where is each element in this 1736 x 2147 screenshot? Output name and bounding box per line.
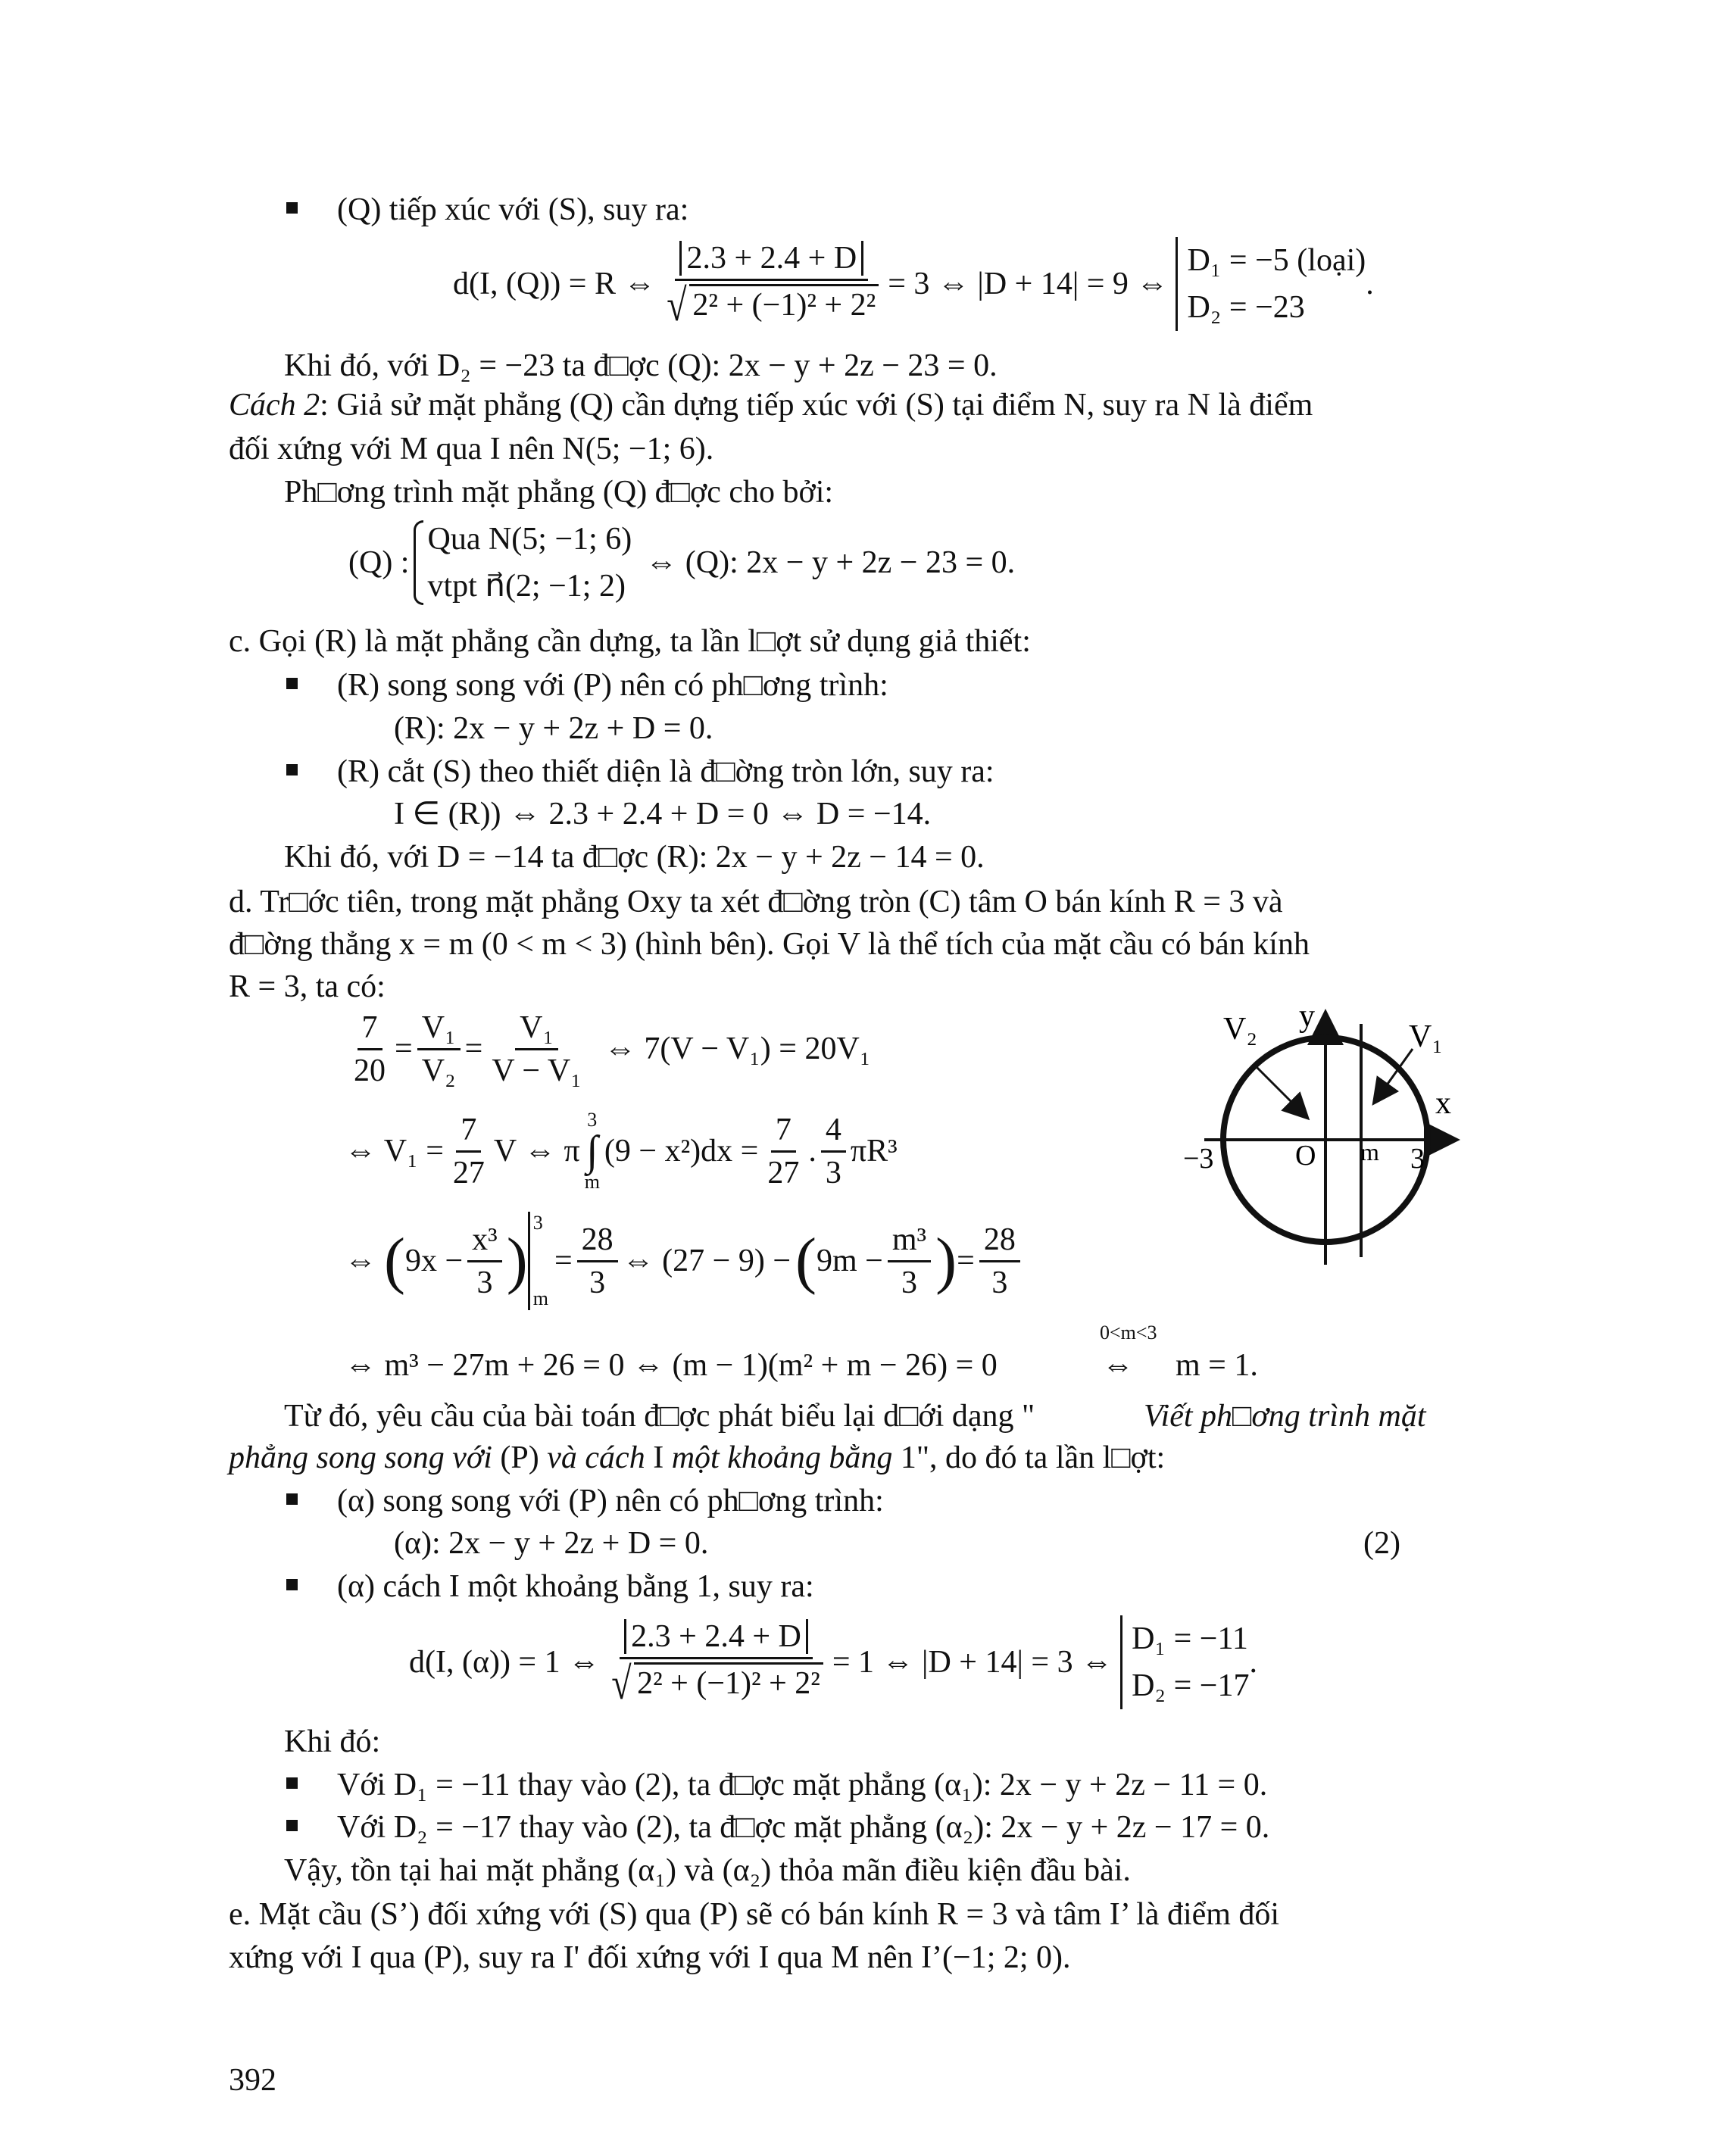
eq-denominator: 2² + (−1)² + 2² (634, 1662, 823, 1705)
frac-num: x³ (467, 1222, 502, 1262)
italic-run: phẳng song song với (229, 1440, 492, 1475)
text-line: c. Gọi (R) là mặt phẳng cần dựng, ta lần l□ợt sử dụng giả thiết: (229, 624, 1031, 659)
label-pos3: 3 (1410, 1143, 1425, 1175)
frac-den: 3 (825, 1155, 841, 1191)
text-line: Từ đó, yêu cầu của bài toán đ□ợc phát biểu lại d□ới dạng " (284, 1399, 1035, 1434)
eq-rhs: = 1 ⇔ |D + 14| = 3 ⇔ (832, 1645, 1113, 1680)
text-line: (R): 2x − y + 2z + D = 0. (394, 711, 713, 746)
text-line-italic: Viết ph□ơng trình mặt (1144, 1399, 1426, 1434)
eq-part: ⇔ (345, 1244, 376, 1278)
frac-den: 27 (452, 1155, 485, 1191)
frac-num: 28 (577, 1222, 618, 1262)
text-line: (R) cắt (S) theo thiết diện là đ□ờng tròn lớn, suy ra: (337, 754, 994, 789)
text-line: Ph□ơng trình mặt phẳng (Q) đ□ợc cho bởi: (284, 475, 834, 510)
eval-lower: m (532, 1287, 548, 1309)
frac-num: m³ (888, 1222, 931, 1262)
eq-part: V ⇔ π (493, 1134, 580, 1169)
integral-upper: 3 (587, 1109, 598, 1131)
cach2-text: : Giả sử mặt phẳng (Q) cần dựng tiếp xúc với (S) tại điểm N, suy ra N là điểm (320, 388, 1313, 423)
sys-row-1: Qua N(5; −1; 6) (427, 521, 632, 557)
brace (414, 516, 632, 610)
text-line: Khi đó: (284, 1724, 381, 1759)
bullet-icon (286, 1777, 298, 1789)
frac-num: 7 (358, 1010, 382, 1050)
eq-sign: = (395, 1031, 413, 1066)
eq-part: (9 − x²)dx = (604, 1134, 759, 1169)
cond-arrow: ⇔ (1102, 1348, 1134, 1383)
eval-bar (528, 1212, 548, 1310)
equation-integral (345, 1102, 898, 1200)
frac-den: V₂ (421, 1053, 456, 1088)
sys-lhs: (Q) : (348, 545, 410, 580)
text-line: Khi đó, với D₂ = −23 ta đ□ợc (Q): 2x − y + 2z − 23 = 0. (284, 348, 998, 383)
label-v1: V₁ (1409, 1019, 1443, 1054)
equation-cubic: ⇔ m³ − 27m + 26 = 0 ⇔ (m − 1)(m² + m − 26) = 0 (345, 1348, 998, 1383)
eq-end: . (1366, 267, 1374, 301)
case-1: D₁ = −5 (loại) (1187, 243, 1366, 278)
integral-sign: 3 ∫ m (584, 1109, 600, 1193)
eq-end: . (1249, 1645, 1257, 1680)
case-2: D₂ = −23 (1187, 290, 1305, 325)
equation-antiderivative: ⇔ ( 9x − $\frac{\text{x³}}{3}$ ) 3 m = $\frac{28}{3}$ ⇔ (27 − 9) − ( 9m − $\frac{\text{m³}}{3}$ ) = $\frac{28}{3}$ (345, 1204, 1025, 1318)
text-line: d. Tr□ớc tiên, trong mặt phẳng Oxy ta xét đ□ờng tròn (C) tâm O bán kính R = 3 và (229, 885, 1283, 919)
eq-part: . (808, 1134, 816, 1169)
case-bracket (1176, 237, 1366, 331)
frac-den: 27 (767, 1155, 800, 1191)
fraction: 2.3 + 2.4 + D √ 2² + (−1)² + 2² (660, 241, 883, 328)
text-line: (R) song song với (P) nên có ph□ơng trình: (337, 668, 888, 703)
text-line: e. Mặt cầu (S’) đối xứng với (S) qua (P) sẽ có bán kính R = 3 và tâm I’ là điểm đối (229, 1897, 1280, 1932)
italic-run: và cách (547, 1440, 645, 1475)
text-line: (α) cách I một khoảng bằng 1, suy ra: (337, 1569, 814, 1604)
eq-denominator: 2² + (−1)² + 2² (689, 284, 879, 326)
text-line: (α) song song với (P) nên có ph□ơng trình: (337, 1484, 884, 1518)
text-line: I ∈ (R)) ⇔ 2.3 + 2.4 + D = 0 ⇔ D = −14. (394, 797, 932, 832)
frac-den: 3 (476, 1265, 493, 1300)
frac-den: 3 (589, 1265, 606, 1300)
case-bracket (1120, 1615, 1249, 1709)
equation-volume-ratio (345, 1000, 870, 1098)
run: (P) (492, 1440, 548, 1475)
cubic-result: m = 1. (1176, 1348, 1258, 1383)
arrow-v2 (1254, 1064, 1307, 1117)
eq-lhs: d(I, (Q)) = R ⇔ (453, 267, 656, 301)
label-x: x (1435, 1086, 1451, 1121)
eq-part: ⇔ V₁ = (345, 1134, 444, 1169)
eq-lhs: d(I, (α)) = 1 ⇔ (409, 1645, 601, 1680)
text-line: R = 3, ta có: (229, 969, 386, 1004)
text-line: đ□ờng thẳng x = m (0 < m < 3) (hình bên). Gọi V là thể tích của mặt cầu có bán kính (229, 927, 1310, 962)
eq-rhs: = 3 ⇔ |D + 14| = 9 ⇔ (888, 267, 1169, 301)
italic-run: một khoảng bằng (671, 1440, 893, 1475)
equation-distance-alpha: d(I, (α)) = 1 ⇔ 2.3 + 2.4 + D √ 2² + (−1)² + 2² = 1 ⇔ |D + 14| = 3 ⇔ D₁ = −11 D₂ = −17 . (409, 1606, 1257, 1719)
label-y: y (1299, 999, 1315, 1034)
eq-part: ⇔ (27 − 9) − (622, 1244, 792, 1278)
frac-den: 20 (354, 1053, 386, 1088)
eq-numerator: 2.3 + 2.4 + D (679, 241, 863, 276)
page-number: 392 (229, 2063, 276, 2098)
bullet-icon (286, 764, 298, 775)
label-o: O (1295, 1140, 1316, 1172)
text-line: xứng với I qua (P), suy ra I' đối xứng với I qua M nên I’(−1; 2; 0). (229, 1940, 1071, 1975)
case-1: D₁ = −11 (1132, 1621, 1248, 1656)
bullet-icon (286, 202, 298, 214)
eq-rhs: ⇔ 7(V − V₁) = 20V₁ (604, 1031, 871, 1066)
label-v2: V₂ (1223, 1012, 1257, 1047)
bullet-icon (286, 1820, 298, 1831)
text-line: Khi đó, với D = −14 ta đ□ợc (R): 2x − y + 2z − 14 = 0. (284, 840, 985, 875)
bullet-icon (286, 678, 298, 689)
frac-den: 3 (991, 1265, 1008, 1300)
bullet-icon (286, 1493, 298, 1505)
text-line: Vậy, tồn tại hai mặt phẳng (α₁) và (α₂) thỏa mãn điều kiện đầu bài. (284, 1853, 1131, 1888)
eq-part: 9m − (816, 1244, 883, 1278)
equation-system-q (348, 511, 1015, 613)
text-line: Với D₁ = −11 thay vào (2), ta đ□ợc mặt phẳng (α₁): 2x − y + 2z − 11 = 0. (337, 1768, 1268, 1802)
bullet-icon (286, 1579, 298, 1590)
eval-upper: 3 (532, 1212, 543, 1234)
text-line (229, 386, 1313, 424)
text-line: (α): 2x − y + 2z + D = 0. (394, 1526, 709, 1561)
run: I (645, 1440, 672, 1475)
label-neg3: −3 (1183, 1143, 1214, 1175)
eq-sign: = (957, 1244, 975, 1278)
eq-part: πR³ (850, 1134, 898, 1169)
frac-den: V − V₁ (492, 1053, 582, 1088)
frac-num: 7 (456, 1113, 481, 1153)
label-m: m (1360, 1138, 1379, 1166)
text-line (229, 1439, 1165, 1477)
run: 1", do đó ta lần l□ợt: (892, 1440, 1166, 1475)
eq-sign: = (464, 1031, 483, 1066)
eq-numerator: 2.3 + 2.4 + D (624, 1619, 808, 1654)
frac-num: 28 (979, 1222, 1020, 1262)
equation-distance-q (453, 227, 1374, 341)
text-line: (Q) tiếp xúc với (S), suy ra: (337, 192, 689, 227)
sys-row-2: vtpt n⃗(2; −1; 2) (427, 568, 626, 604)
case-2: D₂ = −17 (1132, 1668, 1250, 1703)
frac-den: 3 (901, 1265, 917, 1300)
integral-lower: m (584, 1171, 600, 1193)
text-line: Với D₂ = −17 thay vào (2), ta đ□ợc mặt phẳng (α₂): 2x − y + 2z − 17 = 0. (337, 1810, 1270, 1845)
frac-num: V₁ (417, 1010, 461, 1050)
equation-tag: (2) (1363, 1526, 1400, 1561)
text-line: đối xứng với M qua I nên N(5; −1; 6). (229, 432, 714, 467)
cond-label: 0<m<3 (1100, 1322, 1157, 1343)
eq-sign: = (554, 1244, 573, 1278)
sys-rhs: ⇔ (Q): 2x − y + 2z − 23 = 0. (645, 545, 1016, 580)
cach2-label: Cách 2 (229, 388, 320, 423)
eq-part: 9x − (404, 1244, 464, 1278)
frac-num: V₁ (515, 1010, 558, 1050)
frac-num: 4 (821, 1113, 846, 1153)
circle-figure (1182, 992, 1477, 1295)
frac-num: 7 (771, 1113, 796, 1153)
